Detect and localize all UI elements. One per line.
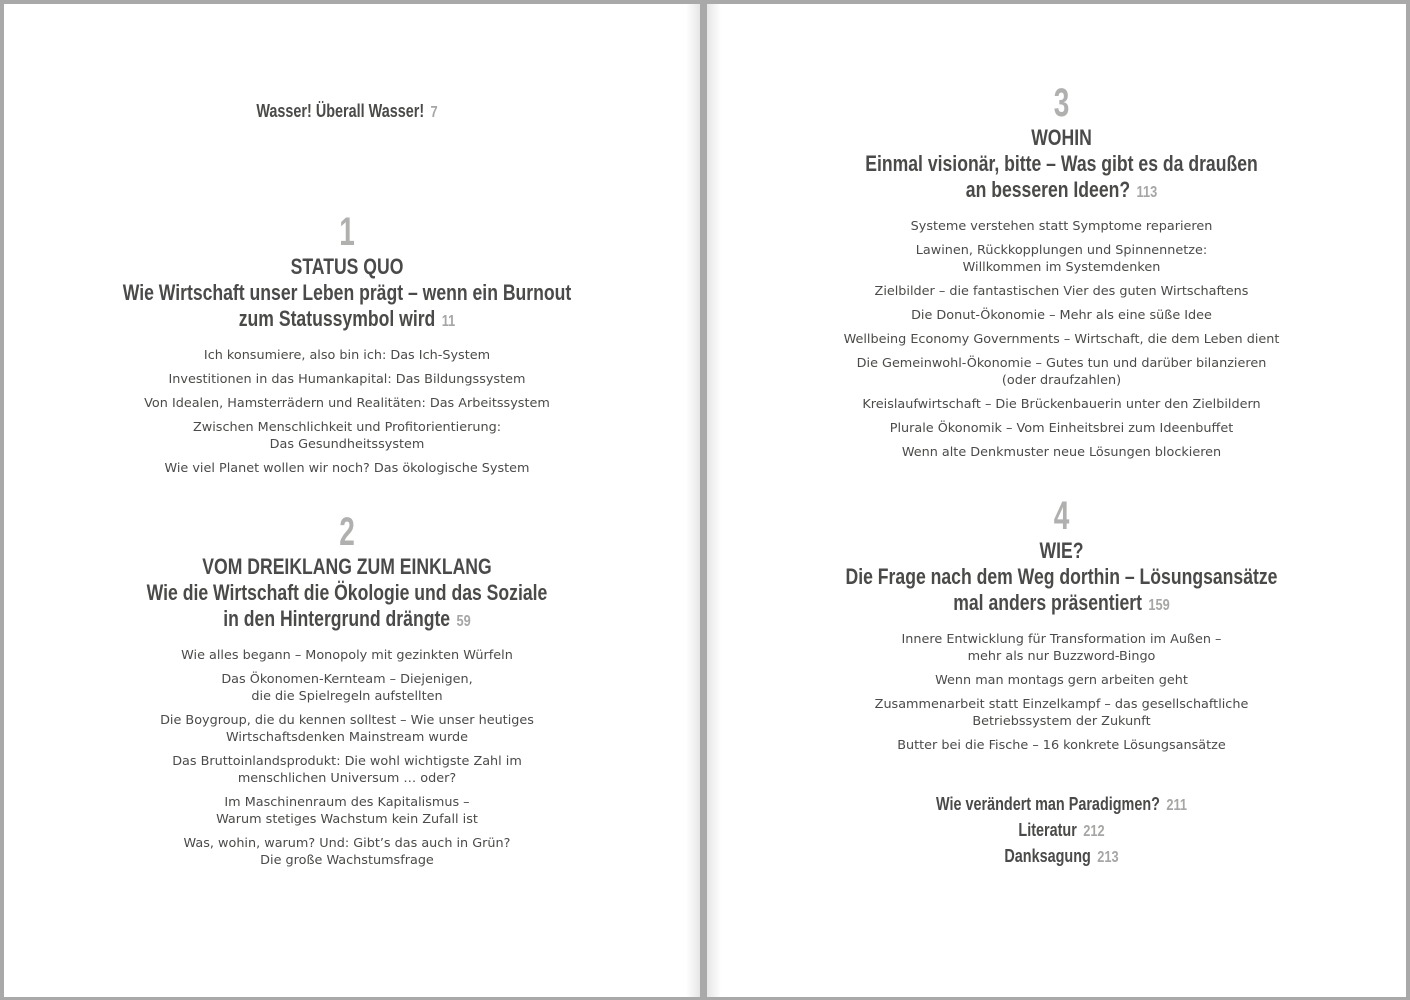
toc-entry: Das Ökonomen-Kernteam – Diejenigen, die die Spielregeln aufstellten <box>221 672 473 704</box>
entry-list <box>4 647 690 869</box>
toc-entry: Von Idealen, Hamsterrädern und Realitäten: Das Arbeitssystem <box>144 396 550 411</box>
chapter-number: 2 <box>339 510 355 554</box>
chapter-title-text: Wie die Wirtschaft die Ökologie und das Soziale in den Hintergrund drängte <box>146 580 548 631</box>
back-matter-page: 211 <box>1166 797 1187 814</box>
back-matter-entry <box>786 792 1337 818</box>
chapter-1 <box>4 212 700 484</box>
toc-entry: Zwischen Menschlichkeit und Profitorientierung: Das Gesundheitssystem <box>193 420 501 452</box>
intro-title: Wasser! Überall Wasser! <box>256 101 425 121</box>
back-matter-entry <box>786 818 1337 844</box>
right-page <box>707 4 1406 997</box>
chapter-3 <box>707 83 1406 468</box>
back-matter-page: 213 <box>1097 849 1119 866</box>
back-matter <box>707 792 1406 870</box>
chapter-number: 1 <box>339 210 355 254</box>
entry-list <box>4 347 690 477</box>
toc-entry: Wellbeing Economy Governments – Wirtschaft, die dem Leben dient <box>843 332 1280 347</box>
toc-entry: Wenn man montags gern arbeiten geht <box>935 673 1188 688</box>
chapter-page: 113 <box>1136 184 1158 201</box>
toc-entry: Investitionen in das Humankapital: Das Bildungssystem <box>168 372 526 387</box>
toc-entry: Zielbilder – die fantastischen Vier des guten Wirtschaftens <box>874 284 1249 299</box>
left-page <box>4 4 700 997</box>
chapter-title-text: Wie Wirtschaft unser Leben prägt – wenn ein Burnout zum Statussymbol wird <box>122 280 572 331</box>
chapter-title <box>786 151 1337 206</box>
chapter-page: 11 <box>441 313 456 330</box>
chapter-number: 3 <box>1053 81 1070 125</box>
entry-list <box>717 631 1406 754</box>
chapter-page: 59 <box>456 613 471 630</box>
toc-entry: Im Maschinenraum des Kapitalismus – Warum stetiges Wachstum kein Zufall ist <box>216 795 478 827</box>
entry-list <box>717 218 1406 461</box>
chapter-4 <box>707 496 1406 761</box>
toc-entry: Zusammenarbeit statt Einzelkampf – das gesellschaftliche Betriebssystem der Zukunft <box>874 697 1249 729</box>
chapter-2 <box>4 512 700 876</box>
toc-entry: Was, wohin, warum? Und: Gibt’s das auch in Grün? Die große Wachstumsfrage <box>183 836 511 868</box>
toc-entry: Plurale Ökonomik – Vom Einheitsbrei zum Ideenbuffet <box>889 421 1234 436</box>
toc-entry: Lawinen, Rückkopplungen und Spinnennetze: Willkommen im Systemdenken <box>915 243 1208 275</box>
back-matter-title: Literatur <box>1018 820 1077 840</box>
back-matter-page: 212 <box>1083 823 1105 840</box>
chapter-kicker: WOHIN <box>1031 125 1092 150</box>
chapter-title-text: Einmal visionär, bitte – Was gibt es da draußen an besseren Ideen? <box>865 151 1258 202</box>
chapter-kicker: VOM DREIKLANG ZUM EINKLANG <box>202 554 492 579</box>
chapter-title <box>73 580 622 635</box>
toc-entry: Die Gemeinwohl-Ökonomie – Gutes tun und darüber bilanzieren (oder draufzahlen) <box>856 356 1267 388</box>
chapter-number: 4 <box>1053 494 1070 538</box>
chapter-page: 159 <box>1148 597 1170 614</box>
toc-entry: Butter bei die Fische – 16 konkrete Lösungsansätze <box>897 738 1226 753</box>
chapter-title-text: Die Frage nach dem Weg dorthin – Lösungsansätze mal anders präsentiert <box>845 564 1278 615</box>
toc-entry: Innere Entwicklung für Transformation im Außen – mehr als nur Buzzword-Bingo <box>901 632 1222 664</box>
toc-entry: Wenn alte Denkmuster neue Lösungen blockieren <box>901 445 1222 460</box>
chapter-title <box>73 280 622 335</box>
toc-entry: Das Bruttoinlandsprodukt: Die wohl wichtigste Zahl im menschlichen Universum … oder? <box>172 754 522 786</box>
chapter-kicker: WIE? <box>1039 538 1084 563</box>
toc-entry: Systeme verstehen statt Symptome reparieren <box>910 219 1213 234</box>
toc-entry: Wie alles begann – Monopoly mit gezinkten Würfeln <box>181 648 513 663</box>
chapter-title <box>786 564 1337 619</box>
chapter-kicker: STATUS QUO <box>290 254 404 279</box>
back-matter-title: Danksagung <box>1004 846 1091 866</box>
toc-entry: Ich konsumiere, also bin ich: Das Ich-System <box>203 348 491 363</box>
toc-entry: Die Boygroup, die du kennen solltest – Wie unser heutiges Wirtschaftsdenken Mainstream wurde <box>160 713 534 745</box>
toc-entry: Kreislaufwirtschaft – Die Brückenbauerin unter den Zielbildern <box>862 397 1261 412</box>
back-matter-entry <box>786 844 1337 870</box>
intro-entry <box>4 100 700 124</box>
intro-page: 7 <box>430 104 438 121</box>
toc-entry: Wie viel Planet wollen wir noch? Das ökologische System <box>164 461 530 476</box>
back-matter-title: Wie verändert man Paradigmen? <box>936 794 1160 814</box>
toc-entry: Die Donut-Ökonomie – Mehr als eine süße Idee <box>911 308 1212 323</box>
